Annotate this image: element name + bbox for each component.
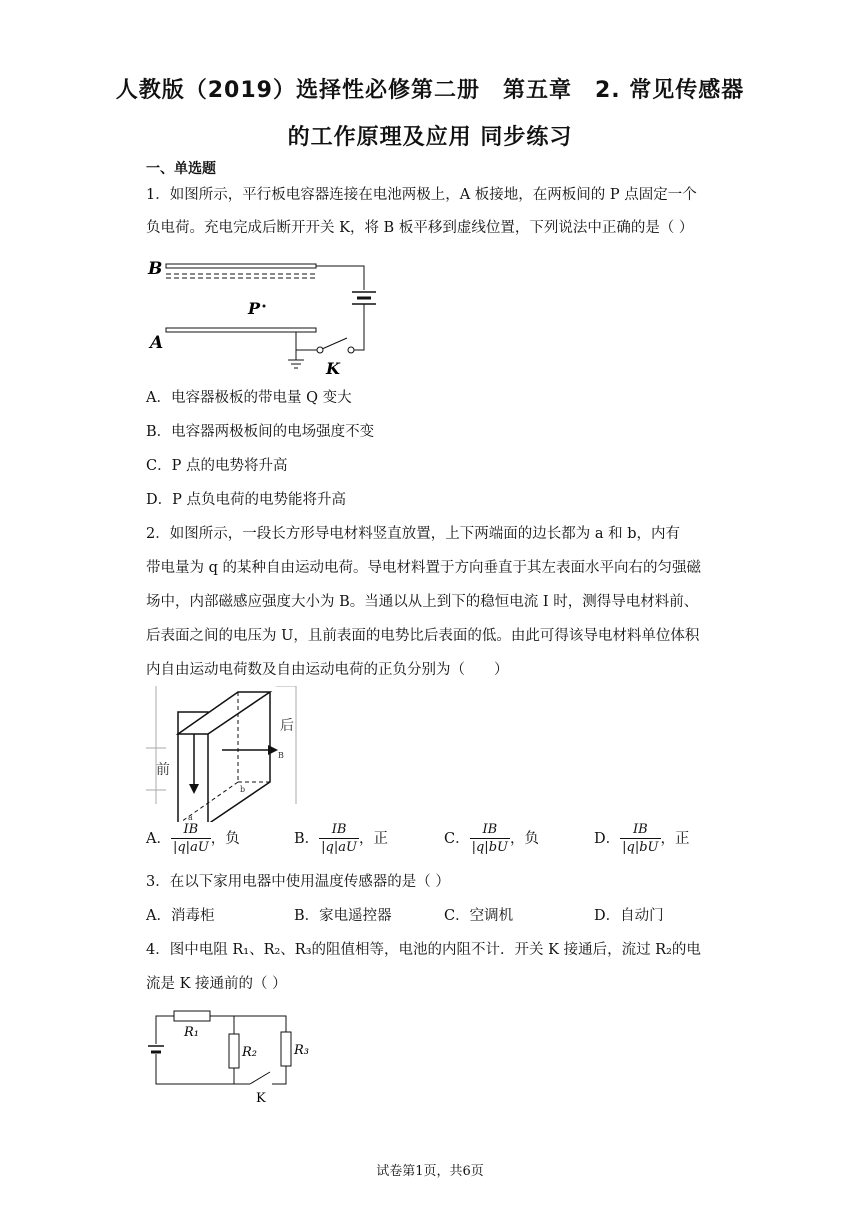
fraction-numerator: IB [470, 822, 510, 839]
label-r1: R₁ [184, 1025, 199, 1040]
page-footer: 试卷第1页，共6页 [376, 1164, 484, 1179]
q1-option-a: A．电容器极板的带电量 Q 变大 [146, 390, 352, 406]
q3-option-b: B．家电遥控器 [294, 908, 392, 924]
option-suffix: ，正 [660, 831, 690, 847]
plate-a [166, 328, 316, 332]
option-suffix: ，正 [358, 831, 388, 847]
label-edge-a: a [188, 813, 193, 822]
fraction-denominator: |q|bU [622, 840, 659, 855]
label-a: A [150, 333, 164, 353]
q1-option-d: D．P 点负电荷的电势能将升高 [146, 492, 346, 508]
wire [296, 332, 317, 350]
label-r2: R₂ [242, 1045, 257, 1060]
wire [354, 304, 364, 350]
option-prefix: C． [444, 831, 470, 847]
option-prefix: A． [146, 831, 171, 847]
fraction-numerator: IB [620, 822, 660, 839]
page-title-line1: 人教版（2019）选择性必修第二册 第五章 2. 常见传感器 [115, 78, 745, 103]
fraction [171, 822, 211, 856]
field-boundary [276, 686, 296, 804]
q3-option-c: C．空调机 [444, 908, 514, 924]
fraction-numerator: IB [319, 822, 359, 839]
fraction [620, 822, 660, 856]
q2-stem-line2: 带电量为 q 的某种自由运动电荷。导电材料置于方向垂直于其左表面水平向右的匀强磁 [146, 560, 701, 576]
wire [272, 1066, 286, 1084]
label-p: P [248, 299, 261, 318]
q2-stem-line3: 场中，内部磁感应强度大小为 B。当通以从上到下的稳恒电流 I 时，测得导电材料前、 [146, 594, 699, 610]
wire [156, 1054, 234, 1084]
q2-conductor-figure [146, 686, 306, 822]
q2-stem-line4: 后表面之间的电压为 U，且前表面的电势比后表面的低。由此可得该导电材料单位体积 [146, 628, 700, 644]
q3-stem: 3．在以下家用电器中使用温度传感器的是（ ） [146, 874, 450, 890]
label-b: B [148, 259, 163, 279]
q1-stem-line2: 负电荷。充电完成后断开开关 K，将 B 板平移到虚线位置，下列说法中正确的是（ ） [146, 220, 694, 236]
wire [210, 1016, 286, 1032]
fraction-numerator: IB [171, 822, 211, 839]
q4-stem-line2: 流是 K 接通前的（ ） [146, 976, 287, 992]
q4-circuit-figure [146, 1006, 326, 1106]
label-front: 前 [156, 762, 170, 778]
fraction [470, 822, 510, 856]
point-p [263, 305, 266, 308]
label-back: 后 [280, 718, 294, 734]
switch-lever [250, 1072, 270, 1084]
q1-option-b: B．电容器两极板间的电场强度不变 [146, 424, 375, 440]
option-suffix: ，负 [509, 831, 539, 847]
option-prefix: D． [594, 831, 621, 847]
q3-option-a: A．消毒柜 [146, 908, 215, 924]
option-suffix: ，负 [210, 831, 240, 847]
switch-contact [317, 347, 323, 353]
label-k: K [256, 1091, 266, 1106]
plate-b [166, 264, 316, 268]
fraction [319, 822, 359, 856]
label-edge-b: b [240, 785, 246, 794]
q2-stem-line5: 内自由运动电荷数及自由运动电荷的正负分别为（ ） [146, 662, 509, 678]
switch-lever [322, 338, 347, 349]
option-prefix: B． [294, 831, 320, 847]
q1-capacitor-figure [146, 248, 386, 378]
q2-option-a [146, 822, 240, 856]
q2-stem-line1: 2．如图所示，一段长方形导电材料竖直放置，上下两端面的边长都为 a 和 b，内有 [146, 526, 680, 542]
fraction-denominator: |q|aU [172, 840, 209, 855]
q1-stem-line1: 1．如图所示，平行板电容器连接在电池两极上，A 板接地，在两板间的 P 点固定一个 [146, 187, 697, 203]
fraction-denominator: |q|bU [471, 840, 508, 855]
wire [316, 266, 364, 290]
resistor-r2 [229, 1034, 239, 1068]
q2-option-b [294, 822, 388, 856]
q2-option-c [444, 822, 539, 856]
wire [156, 1016, 174, 1044]
label-r3: R₃ [294, 1043, 309, 1058]
q4-stem-line1: 4．图中电阻 R₁、R₂、R₃的阻值相等，电池的内阻不计．开关 K 接通后，流过 R₂的电 [146, 942, 701, 958]
label-field-b: B [278, 751, 284, 760]
q3-option-d: D．自动门 [594, 908, 664, 924]
switch-contact [348, 347, 354, 353]
label-k: K [326, 359, 340, 378]
section-heading: 一、单选题 [146, 161, 216, 177]
resistor-r1 [174, 1011, 210, 1021]
q1-option-c: C．P 点的电势将升高 [146, 458, 288, 474]
resistor-r3 [281, 1032, 291, 1066]
field-arrow-head [268, 745, 278, 755]
q2-option-d [594, 822, 690, 856]
page-title-line2: 的工作原理及应用 同步练习 [287, 125, 573, 150]
fraction-denominator: |q|aU [321, 840, 357, 855]
